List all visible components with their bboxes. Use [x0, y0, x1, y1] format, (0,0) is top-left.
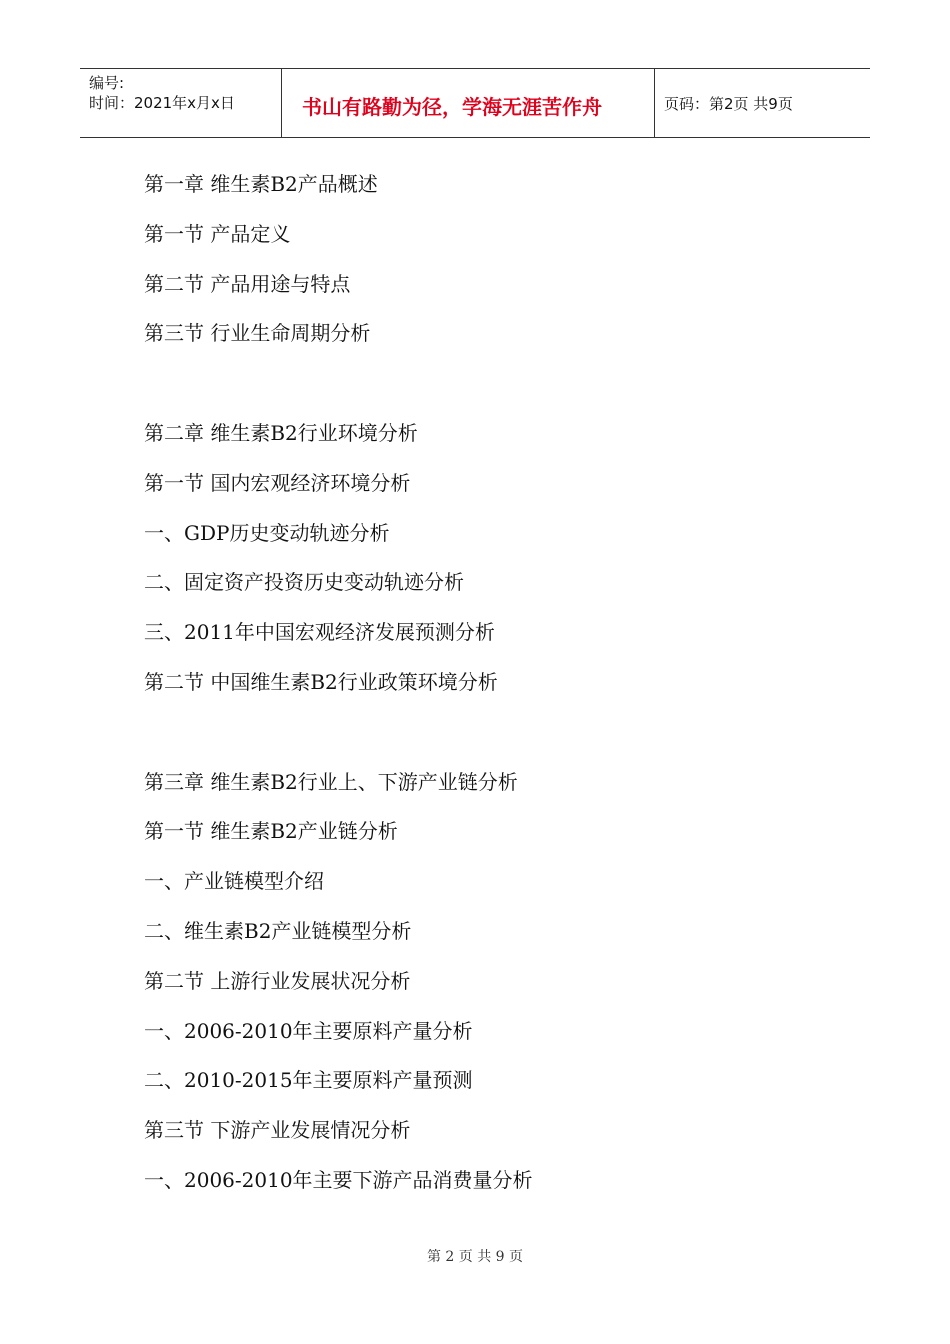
toc-section: 第二节 上游行业发展状况分析 [144, 968, 411, 993]
toc-subsection: 二、维生素B2产业链模型分析 [144, 918, 412, 943]
toc-spacer [144, 367, 533, 417]
header-left-cell [80, 69, 282, 137]
toc-spacer [144, 716, 533, 766]
toc-subsection: 二、固定资产投资历史变动轨迹分析 [144, 570, 464, 595]
page-header [80, 68, 870, 138]
toc-chapter-2: 第二章 维生素B2行业环境分析 [144, 420, 418, 445]
toc-section: 第三节 下游产业发展情况分析 [144, 1118, 411, 1143]
toc-subsection: 一、2006-2010年主要下游产品消费量分析 [144, 1167, 533, 1192]
toc-subsection: 三、2011年中国宏观经济发展预测分析 [144, 620, 495, 645]
toc-subsection: 二、2010-2015年主要原料产量预测 [144, 1068, 473, 1093]
toc-section: 第二节 产品用途与特点 [144, 271, 351, 296]
toc-subsection: 一、2006-2010年主要原料产量分析 [144, 1018, 473, 1043]
toc-section: 第一节 产品定义 [144, 221, 291, 246]
toc-chapter-3: 第三章 维生素B2行业上、下游产业链分析 [144, 769, 518, 794]
header-middle-cell [282, 69, 655, 137]
header-right-cell [655, 69, 870, 137]
header-page-info: 页码：第2页 共9页 [664, 95, 793, 113]
header-motto: 书山有路勤为径，学海无涯苦作舟 [302, 95, 602, 119]
document-number-label: 编号: [89, 74, 125, 92]
toc-section: 第三节 行业生命周期分析 [144, 321, 371, 346]
toc-subsection: 一、产业链模型介绍 [144, 869, 324, 894]
toc-section: 第一节 国内宏观经济环境分析 [144, 470, 411, 495]
page-footer: 第 2 页 共 9 页 [426, 1249, 524, 1265]
toc-section: 第二节 中国维生素B2行业政策环境分析 [144, 669, 498, 694]
table-of-contents [144, 168, 533, 1214]
document-date: 时间：2021年x月x日 [89, 94, 235, 112]
toc-section: 第一节 维生素B2产业链分析 [144, 819, 398, 844]
toc-subsection: 一、GDP历史变动轨迹分析 [144, 520, 390, 545]
toc-chapter-1: 第一章 维生素B2产品概述 [144, 172, 378, 196]
